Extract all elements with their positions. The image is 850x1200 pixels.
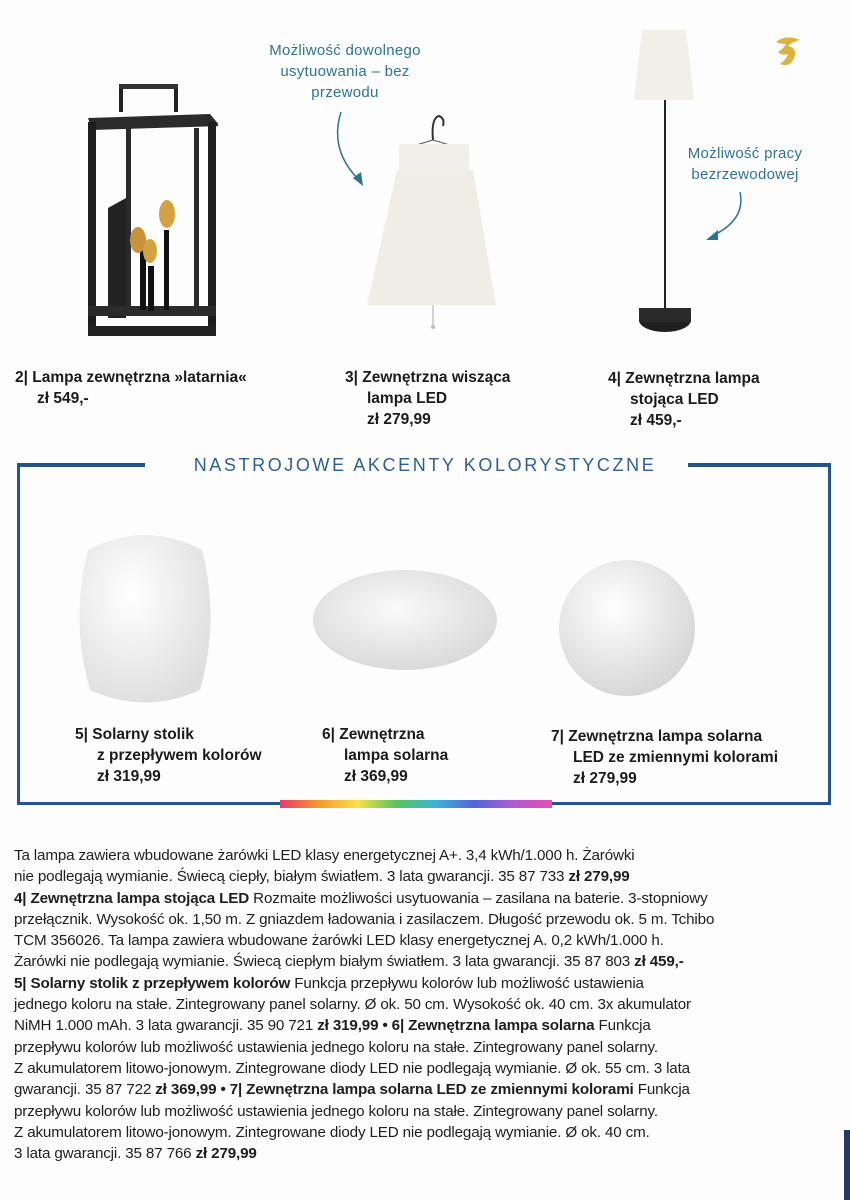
description-line — [14, 1122, 714, 1143]
description-line — [14, 1058, 714, 1079]
description-text: NiMH 1.000 mAh. 3 lata gwarancji. 35 90 721 — [14, 1017, 318, 1035]
description-text: Ta lampa zawiera wbudowane żarówki LED klasy energetycznej A+. 3,4 kWh/1.000 h. Żarówki — [14, 847, 635, 864]
product-title: 3| Zewnętrzna wisząca — [345, 369, 511, 386]
description-bold-text: zł 319,99 • 6| Zewnętrzna lampa solarna — [317, 1017, 595, 1035]
product-price: zł 459,- — [630, 412, 682, 429]
description-bold-text: zł 459,- — [634, 953, 684, 971]
description-text: TCM 356026. Ta lampa zawiera wbudowane żarówki LED klasy energetycznej A. 0,2 kWh/1.000 h. — [14, 932, 664, 950]
product-title: 6| Zewnętrzna — [322, 726, 425, 743]
description-text: przepływu kolorów lub możliwość ustawienia jednego koloru na stałe. Zintegrowany panel solarny. — [14, 1102, 658, 1120]
description-line — [14, 866, 714, 887]
description-line — [14, 888, 714, 909]
annotation-hanging — [245, 40, 445, 103]
product-caption-5 — [75, 724, 262, 787]
product-price: zł 369,99 — [344, 768, 408, 785]
solar-stool-image — [70, 520, 220, 710]
product-title: 4| Zewnętrzna lampa — [608, 370, 760, 387]
description-line — [14, 1037, 714, 1058]
description-line — [14, 909, 714, 930]
description-text: Funkcja — [594, 1017, 651, 1035]
annotation-line: usytuowania – bez — [280, 63, 410, 80]
description-text: gwarancji. 35 87 722 — [14, 1081, 156, 1099]
section-title: NASTROJOWE AKCENTY KOLORYSTYCZNE — [193, 455, 657, 475]
annotation-line: bezrzewodowej — [691, 166, 799, 183]
product-title: stojąca LED — [630, 391, 719, 408]
description-bold-text: zł 279,99 — [195, 1145, 257, 1163]
product-price: zł 549,- — [37, 390, 89, 407]
annotation-standing — [660, 143, 830, 185]
annotation-line: Możliwość dowolnego — [269, 42, 421, 59]
product-caption-6 — [322, 724, 448, 787]
description-text: 3 lata gwarancji. 35 87 766 — [14, 1145, 196, 1163]
description-text: Rozmaite możliwości usytuowania – zasilana na baterie. 3-stopniowy — [249, 889, 708, 907]
description-line — [14, 1101, 714, 1122]
description-line — [14, 973, 714, 994]
product-price: zł 279,99 — [573, 770, 637, 787]
product-price: zł 279,99 — [367, 411, 431, 428]
description-bold-text: 5| Solarny stolik z przepływem kolorów — [14, 974, 291, 992]
description-text: przepływu kolorów lub możliwość ustawienia jednego koloru na stałe. Zintegrowany panel solarny. — [14, 1038, 658, 1056]
description-line — [14, 845, 714, 866]
product-caption-3 — [345, 367, 510, 430]
solar-lamp-flat-image — [310, 565, 500, 675]
description-text: Żarówki nie podlegają wymianie. Świecą ciepłym białym światłem. 3 lata gwarancji. 35 87 803 — [14, 953, 635, 971]
description-text: przełącznik. Wysokość ok. 1,50 m. Z gniazdem ładowania i zasilaczem. Długość przewodu ok. 5 m. Tchibo — [14, 910, 715, 928]
product-caption-7 — [551, 726, 778, 789]
description-text: jednego koloru na stałe. Zintegrowany panel solarny. Ø ok. 50 cm. Wysokość ok. 40 cm. 3x akumulator — [14, 996, 691, 1014]
brand-logo-icon — [772, 34, 804, 70]
product-title: 2| Lampa zewnętrzna »latarnia« — [15, 369, 247, 386]
description-text: Z akumulatorem litowo-jonowym. Zintegrowane diody LED nie podlegają wymianie. Ø ok. 55 cm. 3 lata — [14, 1059, 690, 1077]
description-line — [14, 1015, 714, 1036]
description-line — [14, 1143, 714, 1164]
annotation-line: Możliwość pracy — [687, 145, 803, 162]
description-text: Funkcja — [633, 1081, 690, 1099]
product-title: z przepływem kolorów — [97, 747, 262, 764]
description-line — [14, 1079, 714, 1100]
lantern-lamp-image — [78, 78, 218, 348]
product-description — [14, 845, 714, 1164]
product-title: 5| Solarny stolik — [75, 726, 194, 743]
description-text: Z akumulatorem litowo-jonowym. Zintegrowane diody LED nie podlegają wymianie. Ø ok. 40 cm. — [14, 1123, 650, 1141]
description-line — [14, 930, 714, 951]
arrow-icon — [700, 190, 750, 250]
hanging-lamp-image — [355, 110, 500, 335]
description-bold-text: 4| Zewnętrzna lampa stojąca LED — [14, 889, 250, 907]
page-edge-tab — [844, 1130, 850, 1200]
solar-ball-lamp-image — [555, 560, 700, 700]
description-bold-text: zł 369,99 • 7| Zewnętrzna lampa solarna LED ze zmiennymi kolorami — [155, 1081, 634, 1099]
description-bold-text: zł 279,99 — [568, 868, 630, 886]
product-title: 7| Zewnętrzna lampa solarna — [551, 728, 763, 745]
description-line — [14, 951, 714, 972]
product-price: zł 319,99 — [97, 768, 161, 785]
product-caption-2 — [15, 367, 247, 409]
annotation-line: przewodu — [311, 84, 379, 101]
description-text: nie podlegają wymianie. Świecą ciepły, białym światłem. 3 lata gwarancji. 35 87 733 — [14, 868, 569, 886]
product-title: lampa LED — [367, 390, 448, 407]
description-line — [14, 994, 714, 1015]
product-title: LED ze zmiennymi kolorami — [573, 749, 778, 766]
product-title: lampa solarna — [344, 747, 449, 764]
product-caption-4 — [608, 368, 760, 431]
arrow-icon — [325, 110, 375, 190]
description-text: Funkcja przepływu kolorów lub możliwość ustawienia — [290, 974, 644, 992]
rainbow-bar — [280, 800, 552, 808]
